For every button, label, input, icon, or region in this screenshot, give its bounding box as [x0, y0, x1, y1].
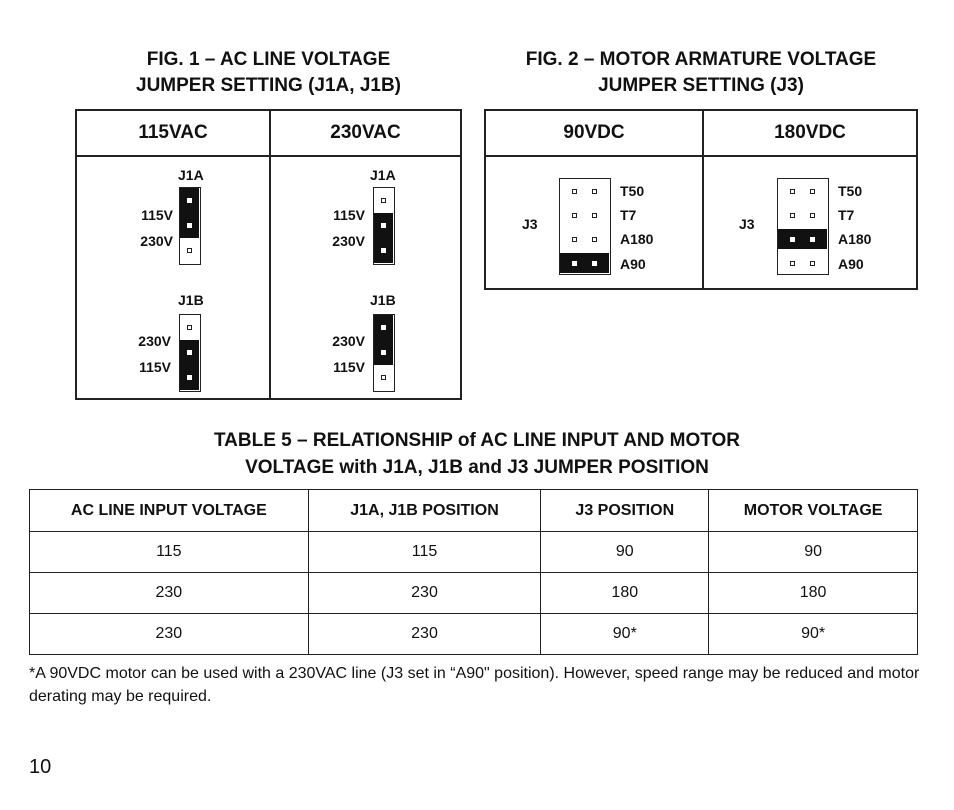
table-cell: 230 [308, 573, 541, 614]
fig2-title-line1: FIG. 2 – MOTOR ARMATURE VOLTAGE [525, 49, 877, 70]
j1a-115v-label: 115V [141, 207, 173, 223]
j3-a90-label: A90 [838, 256, 864, 272]
pin-icon [381, 198, 386, 203]
pin-icon [810, 237, 815, 242]
fig2-col-90vdc: 90VDC [563, 122, 625, 143]
j1a-shunt [180, 188, 199, 238]
pin-icon [381, 248, 386, 253]
pin-icon [592, 213, 597, 218]
pin-icon [187, 325, 192, 330]
fig2-col-180vdc: 180VDC [774, 122, 846, 143]
j3-label: J3 [522, 216, 538, 232]
table-cell: 90* [541, 614, 709, 655]
page-number: 10 [29, 756, 52, 778]
pin-icon [187, 223, 192, 228]
table-header-row [30, 490, 918, 532]
j3-a90-label: A90 [620, 256, 646, 272]
j3-a180-label: A180 [838, 231, 872, 247]
j1a-230v-label: 230V [332, 233, 365, 249]
pin-icon [572, 189, 577, 194]
pin-icon [572, 213, 577, 218]
j1a-jumper-115 [179, 187, 201, 265]
pin-icon [810, 189, 815, 194]
header-motor-voltage: MOTOR VOLTAGE [709, 490, 918, 532]
j1a-label: J1A [370, 167, 396, 183]
pin-icon [187, 198, 192, 203]
footnote: *A 90VDC motor can be used with a 230VAC line (J3 set in “A90" position). However, speed range may be reduced and motor derating may be required. [29, 665, 920, 705]
pin-icon [592, 189, 597, 194]
j1b-230v-label: 230V [332, 333, 365, 349]
j3-shunt [560, 253, 609, 273]
table-row [30, 614, 918, 655]
pin-icon [592, 237, 597, 242]
table-cell: 90* [709, 614, 918, 655]
header-j1a-j1b-position: J1A, J1B POSITION [308, 490, 541, 532]
j3-t50-label: T50 [620, 183, 645, 199]
table5 [29, 489, 918, 655]
fig2-box [484, 109, 918, 290]
j1b-label: J1B [370, 292, 396, 308]
j1b-230v-label: 230V [138, 333, 171, 349]
j1b-jumper-115 [179, 314, 201, 392]
j3-jumper-180vdc [777, 178, 829, 275]
j3-t7-label: T7 [620, 207, 637, 223]
fig1-title-line1: FIG. 1 – AC LINE VOLTAGE [146, 49, 391, 70]
j3-t50-label: T50 [838, 183, 863, 199]
table-row [30, 573, 918, 614]
pin-icon [790, 213, 795, 218]
pin-icon [187, 350, 192, 355]
table-cell: 90 [541, 532, 709, 573]
table-cell: 115 [30, 532, 309, 573]
fig2-title-line2: JUMPER SETTING (J3) [598, 75, 804, 96]
j1b-jumper-230 [373, 314, 395, 392]
table-cell: 90 [709, 532, 918, 573]
pin-icon [790, 261, 795, 266]
j3-shunt [778, 229, 827, 249]
fig1-col-115vac: 115VAC [138, 122, 208, 143]
pin-icon [790, 189, 795, 194]
j1b-shunt [180, 340, 199, 390]
pin-icon [572, 237, 577, 242]
j1a-jumper-230 [373, 187, 395, 265]
fig1-title-line2: JUMPER SETTING (J1A, J1B) [136, 75, 401, 96]
fig1-col-230vac: 230VAC [330, 122, 401, 143]
j3-a180-label: A180 [620, 231, 654, 247]
table-cell: 230 [30, 573, 309, 614]
pin-icon [381, 350, 386, 355]
pin-icon [572, 261, 577, 266]
header-j3-position: J3 POSITION [541, 490, 709, 532]
pin-icon [187, 248, 192, 253]
j3-jumper-90vdc [559, 178, 611, 275]
table5-title-line2: VOLTAGE with J1A, J1B and J3 JUMPER POSITION [245, 457, 709, 478]
pin-icon [810, 213, 815, 218]
pin-icon [187, 375, 192, 380]
j1b-shunt [374, 315, 393, 365]
j1a-115v-label: 115V [333, 207, 365, 223]
j3-label: J3 [739, 216, 755, 232]
j3-t7-label: T7 [838, 207, 855, 223]
table-cell: 180 [709, 573, 918, 614]
j1b-label: J1B [178, 292, 204, 308]
table-cell: 180 [541, 573, 709, 614]
pin-icon [790, 237, 795, 242]
pin-icon [592, 261, 597, 266]
fig2-header-rule [486, 155, 916, 157]
table-cell: 115 [308, 532, 541, 573]
fig1-box [75, 109, 462, 400]
fig1-header-rule [77, 155, 460, 157]
pin-icon [810, 261, 815, 266]
j1b-115v-label: 115V [333, 359, 365, 375]
header-ac-line-input-voltage: AC LINE INPUT VOLTAGE [30, 490, 309, 532]
table-cell: 230 [308, 614, 541, 655]
pin-icon [381, 325, 386, 330]
pin-icon [381, 375, 386, 380]
fig2-title [484, 47, 918, 99]
j1a-shunt [374, 213, 393, 263]
j1a-label: J1A [178, 167, 204, 183]
j1b-115v-label: 115V [139, 359, 171, 375]
table-row [30, 532, 918, 573]
table-cell: 230 [30, 614, 309, 655]
j1a-230v-label: 230V [140, 233, 173, 249]
table5-title-line1: TABLE 5 – RELATIONSHIP of AC LINE INPUT AND MOTOR [213, 430, 741, 451]
fig1-title [75, 47, 462, 99]
pin-icon [381, 223, 386, 228]
